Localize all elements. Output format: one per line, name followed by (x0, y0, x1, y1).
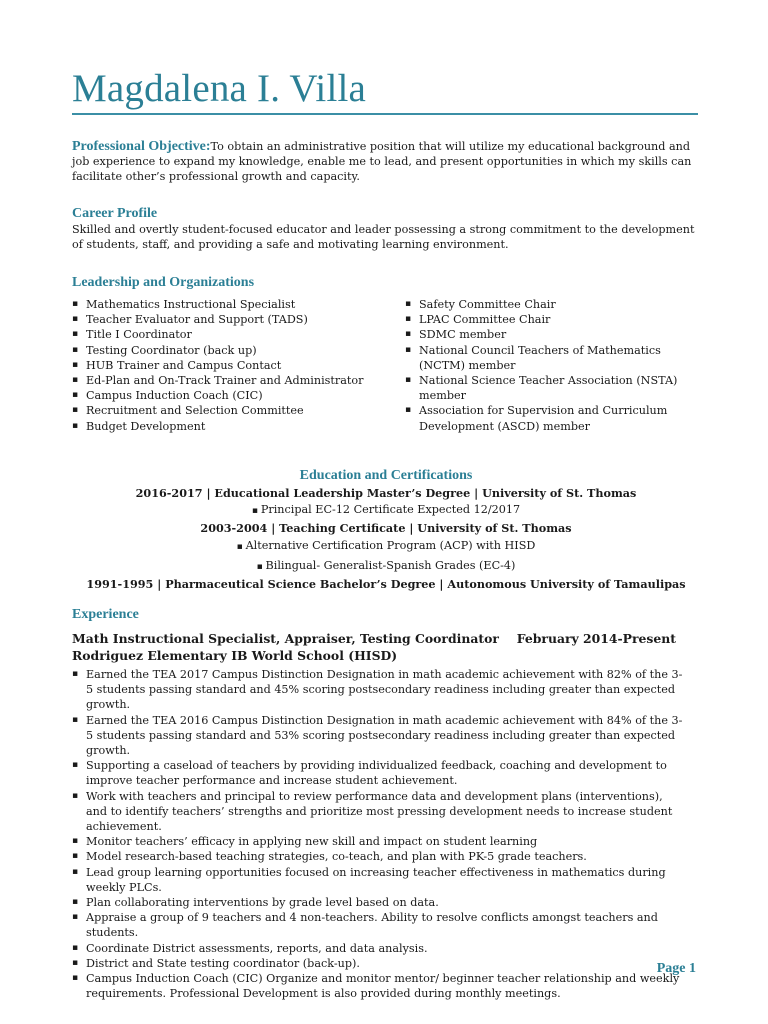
job-header (72, 630, 676, 647)
list-item: ▪ Ed-Plan and On-Track Trainer and Administrator (72, 373, 382, 388)
list-item: ▪ HUB Trainer and Campus Contact (72, 358, 382, 373)
list-item: ▪ Recruitment and Selection Committee (72, 403, 382, 418)
experience-bullets (72, 667, 684, 1001)
list-item: ▪ National Science Teacher Association (NSTA) member (405, 373, 705, 403)
list-item: ▪ Title I Coordinator (72, 327, 382, 342)
list-item: ▪ Work with teachers and principal to review performance data and development plans (interventions), and to identify teachers’ strengths and prioritize most pressing development needs to increase student achievement. (72, 789, 684, 835)
list-item: ▪ Testing Coordinator (back up) (72, 343, 382, 358)
list-item: ▪ Plan collaborating interventions by grade level based on data. (72, 895, 684, 910)
job-title: Math Instructional Specialist, Appraiser, Testing Coordinator (72, 631, 499, 646)
candidate-name: Magdalena I. Villa (72, 67, 367, 110)
objective-text: To obtain an administrative position that will utilize my educational background and job experience to expand my knowledge, enable me to lead, and present opportunities in which my skills can facilitate other’s professional growth and capacity. (72, 140, 692, 184)
degree-entry: 1991-1995 | Pharmaceutical Science Bachelor’s Degree | Autonomous University of Tamaulipas (86, 577, 686, 592)
page-number: Page 1 (656, 961, 696, 976)
education-title: Education and Certifications (299, 468, 473, 483)
list-item: ▪ Coordinate District assessments, reports, and data analysis. (72, 941, 684, 956)
leadership-list-left (72, 297, 382, 434)
degree-entry: 2003-2004 | Teaching Certificate | University of St. Thomas (200, 521, 572, 536)
list-item: ▪ Model research-based teaching strategies, co-teach, and plan with PK-5 grade teachers. (72, 849, 684, 864)
list-item: ▪ Appraise a group of 9 teachers and 4 non-teachers. Ability to resolve conflicts amongst teachers and students. (72, 910, 684, 940)
list-item: ▪ Teacher Evaluator and Support (TADS) (72, 312, 382, 327)
experience-title: Experience (72, 607, 139, 622)
leadership-list-right (405, 297, 705, 434)
objective-section (72, 139, 700, 185)
list-item: ▪ Campus Induction Coach (CIC) Organize and monitor mentor/ beginner teacher relationship and weekly requirements. Professional Development is also provided during monthly meetings. (72, 971, 684, 1001)
list-item: ▪ Supporting a caseload of teachers by providing individualized feedback, coaching and development to improve teacher performance and increase student achievement. (72, 758, 684, 788)
leadership-title: Leadership and Organizations (72, 275, 255, 290)
employer-name: Rodriguez Elementary IB World School (HISD) (72, 648, 398, 663)
header-divider (72, 113, 698, 115)
list-item: ▪ Lead group learning opportunities focused on increasing teacher effectiveness in mathematics during weekly PLCs. (72, 865, 684, 895)
list-item: ▪ SDMC member (405, 327, 705, 342)
list-item: ▪ District and State testing coordinator (back-up). (72, 956, 684, 971)
job-dates: February 2014-Present (516, 631, 676, 646)
career-profile-title: Career Profile (72, 206, 158, 221)
list-item: ▪ Mathematics Instructional Specialist (72, 297, 382, 312)
list-item: ▪ Safety Committee Chair (405, 297, 705, 312)
list-item: ▪ Earned the TEA 2017 Campus Distinction Designation in math academic achievement with 82% of the 3-5 students passing standard and 45% scoring postsecondary readiness including greater than expected growth. (72, 667, 684, 713)
list-item: ▪ Budget Development (72, 419, 382, 434)
list-item: ▪ National Council Teachers of Mathematics (NCTM) member (405, 343, 705, 373)
list-item: ▪ Monitor teachers’ efficacy in applying new skill and impact on student learning (72, 834, 684, 849)
list-item: ▪ Campus Induction Coach (CIC) (72, 388, 382, 403)
list-item: ▪ Earned the TEA 2016 Campus Distinction Designation in math academic achievement with 84% of the 3-5 students passing standard and 53% scoring postsecondary readiness including greater than expected growth. (72, 713, 684, 759)
career-profile-text: Skilled and overtly student-focused educator and leader possessing a strong commitment to the development of students, staff, and providing a safe and motivating learning environment. (72, 223, 695, 252)
list-item: ▪ Association for Supervision and Curriculum Development (ASCD) member (405, 403, 705, 433)
list-item: ▪ LPAC Committee Chair (405, 312, 705, 327)
degree-entry: 2016-2017 | Educational Leadership Master’s Degree | University of St. Thomas (135, 486, 637, 500)
education-section (72, 467, 700, 592)
objective-label: Professional Objective: (72, 139, 211, 154)
degree-detail: ▪ Alternative Certification Program (ACP) with HISD (72, 538, 700, 555)
degree-detail: ▪ Bilingual- Generalist-Spanish Grades (EC-4) (72, 558, 700, 575)
degree-detail: ▪ Principal EC-12 Certificate Expected 12/2017 (72, 502, 700, 519)
